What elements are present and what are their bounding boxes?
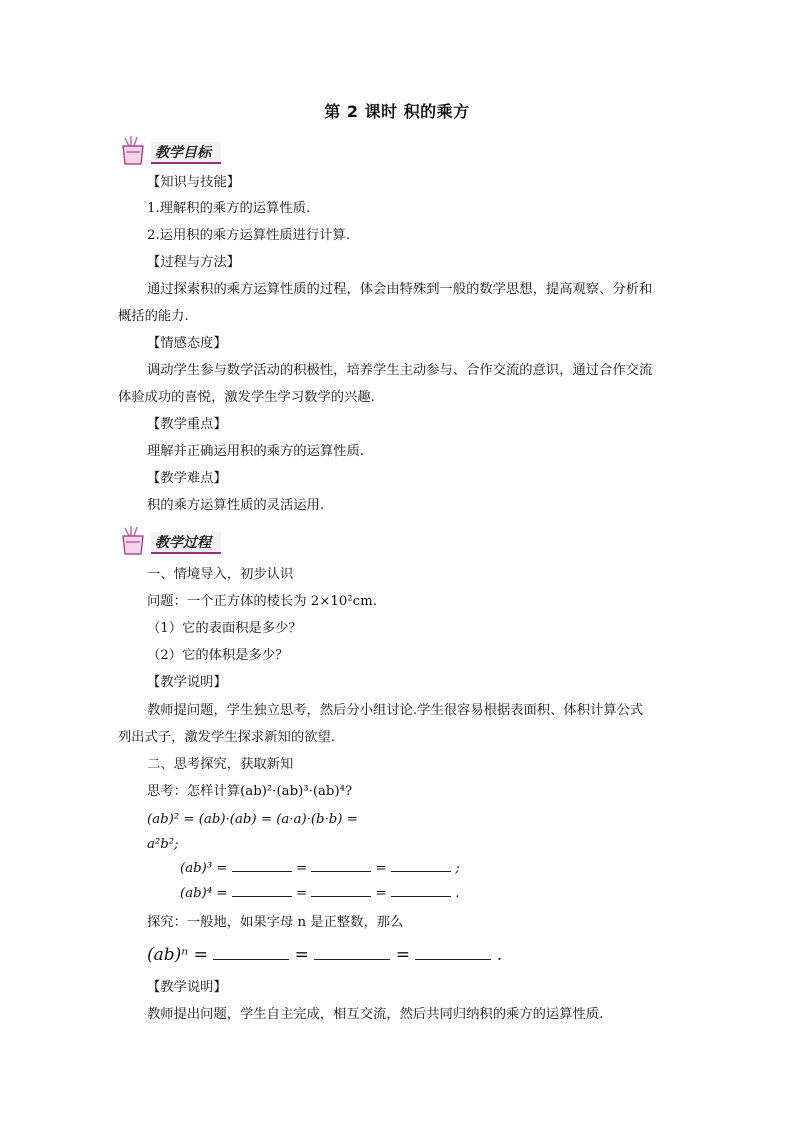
heading-knowledge: 【知识与技能】 bbox=[147, 175, 241, 190]
heading-difficulty: 【教学难点】 bbox=[147, 471, 227, 486]
cup-icon bbox=[117, 134, 151, 168]
text-line: 探究：一般地，如果字母 n 是正整数，那么 bbox=[147, 915, 404, 930]
text-line: 一、情境导入，初步认识 bbox=[147, 567, 294, 582]
equals-sign: = bbox=[375, 861, 387, 876]
heading-key-point: 【教学重点】 bbox=[147, 417, 227, 432]
text-line: 通过探索积的乘方运算性质的过程，体会由特殊到一般的数学思想，提高观察、分析和 bbox=[147, 282, 653, 297]
answer-blank[interactable] bbox=[311, 884, 371, 897]
text-line: 问题：一个正方体的棱长为 2×10²cm. bbox=[147, 594, 377, 609]
heading-process: 【过程与方法】 bbox=[147, 255, 241, 270]
section-label: 教学过程 bbox=[155, 535, 211, 551]
heading-attitude: 【情感态度】 bbox=[147, 336, 227, 351]
section-header-objectives bbox=[117, 134, 247, 170]
cup-icon bbox=[117, 524, 151, 558]
equation-fill-row bbox=[147, 943, 502, 964]
answer-blank[interactable] bbox=[232, 884, 292, 897]
answer-blank[interactable] bbox=[311, 859, 371, 872]
text-line: 思考：怎样计算(ab)²·(ab)³·(ab)⁴? bbox=[147, 784, 353, 799]
equation-line: a²b²; bbox=[147, 837, 179, 852]
equation-fill-row bbox=[180, 859, 460, 878]
text-line: 理解并正确运用积的乘方的运算性质. bbox=[147, 444, 364, 459]
punctuation: ; bbox=[455, 861, 460, 876]
text-line: 调动学生参与数学活动的积极性，培养学生主动参与、合作交流的意识，通过合作交流 bbox=[147, 363, 653, 378]
answer-blank[interactable] bbox=[232, 859, 292, 872]
answer-blank[interactable] bbox=[213, 943, 289, 960]
answer-blank[interactable] bbox=[391, 859, 451, 872]
text-line: 1.理解积的乘方的运算性质. bbox=[147, 201, 311, 216]
equals-sign: = bbox=[295, 886, 308, 901]
text-line: 2.运用积的乘方运算性质进行计算. bbox=[147, 228, 351, 243]
equation-lhs: (ab)³ = bbox=[180, 861, 228, 876]
equation-lhs: (ab)ⁿ = bbox=[147, 945, 208, 965]
equation-line: (ab)² = (ab)·(ab) = (a·a)·(b·b) = bbox=[147, 812, 358, 827]
equation-lhs: (ab)⁴ = bbox=[180, 886, 228, 901]
text-line: 体验成功的喜悦，激发学生学习数学的兴趣. bbox=[118, 390, 375, 405]
text-line: 二、思考探究，获取新知 bbox=[147, 757, 294, 772]
text-line: 概括的能力. bbox=[118, 309, 189, 324]
text-line: （2）它的体积是多少？ bbox=[147, 648, 289, 663]
page-title: 第 2 课时 积的乘方 bbox=[324, 102, 470, 121]
section-label: 教学目标 bbox=[155, 145, 211, 161]
answer-blank[interactable] bbox=[314, 943, 390, 960]
heading-teaching-note: 【教学说明】 bbox=[147, 675, 227, 690]
text-line: 积的乘方运算性质的灵活运用. bbox=[147, 498, 325, 513]
text-line: （1）它的表面积是多少？ bbox=[147, 621, 302, 636]
punctuation: . bbox=[496, 945, 503, 965]
heading-teaching-note: 【教学说明】 bbox=[147, 980, 227, 995]
equation-fill-row bbox=[180, 884, 459, 903]
equals-sign: = bbox=[295, 861, 308, 876]
answer-blank[interactable] bbox=[391, 884, 451, 897]
equals-sign: = bbox=[395, 945, 410, 965]
equals-sign: = bbox=[294, 945, 309, 965]
section-header-process bbox=[117, 524, 247, 560]
equals-sign: = bbox=[375, 886, 387, 901]
text-line: 列出式子，激发学生探求新知的欲望. bbox=[118, 730, 335, 745]
section-label-box bbox=[151, 532, 221, 554]
punctuation: . bbox=[455, 886, 460, 901]
text-line: 教师提问题，学生独立思考，然后分小组讨论.学生很容易根据表面积、体积计算公式 bbox=[147, 703, 644, 718]
answer-blank[interactable] bbox=[415, 943, 491, 960]
section-label-box bbox=[151, 142, 221, 164]
text-line: 教师提出问题，学生自主完成，相互交流，然后共同归纳积的乘方的运算性质. bbox=[147, 1007, 604, 1022]
